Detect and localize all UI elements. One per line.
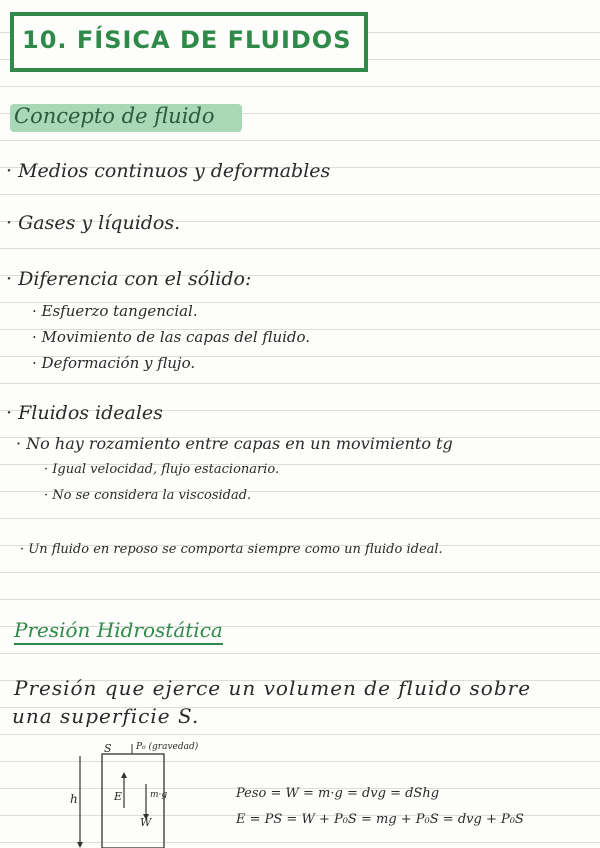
- bullet-medios: · Medios continuos y deformables: [6, 160, 331, 182]
- diagram-label-s: S: [104, 742, 112, 755]
- diagram-label-h: h: [70, 792, 78, 806]
- sub-bullet-esfuerzo: · Esfuerzo tangencial.: [32, 302, 198, 320]
- bullet-diferencia: · Diferencia con el sólido:: [6, 268, 252, 290]
- sub-bullet-rozamiento: · No hay rozamiento entre capas en un movimiento tg: [16, 434, 453, 453]
- diagram-label-p0: P₀ (gravedad): [136, 742, 199, 752]
- sub-bullet-movimiento: · Movimiento de las capas del fluido.: [32, 328, 311, 346]
- diagram-label-mg: m·g: [150, 790, 168, 800]
- diagram-label-e: E: [114, 790, 123, 803]
- equation-peso: Peso = W = m·g = dvg = dShg: [236, 786, 440, 801]
- sub-bullet-deformacion: · Deformación y flujo.: [32, 354, 196, 372]
- equation-empuje: E = PS = W + P₀S = mg + P₀S = dvg + P₀S: [236, 812, 524, 827]
- presion-text-line2: una superficie S.: [12, 704, 200, 728]
- fluid-column-diagram: [64, 740, 199, 848]
- sub-bullet-velocidad: · Igual velocidad, flujo estacionario.: [44, 462, 280, 477]
- section-heading-concepto: Concepto de fluido: [14, 104, 215, 128]
- diagram-label-w: W: [140, 816, 152, 829]
- bullet-fluidos-ideales: · Fluidos ideales: [6, 402, 163, 424]
- section-heading-presion: Presión Hidrostática: [14, 618, 223, 645]
- page-title: 10. FÍSICA DE FLUIDOS: [22, 26, 352, 54]
- presion-text-line1: Presión que ejerce un volumen de fluido sobre: [14, 676, 532, 700]
- bullet-gases: · Gases y líquidos.: [6, 212, 181, 234]
- sub-bullet-viscosidad: · No se considera la viscosidad.: [44, 488, 252, 503]
- note-reposo: · Un fluido en reposo se comporta siempre como un fluido ideal.: [20, 542, 443, 557]
